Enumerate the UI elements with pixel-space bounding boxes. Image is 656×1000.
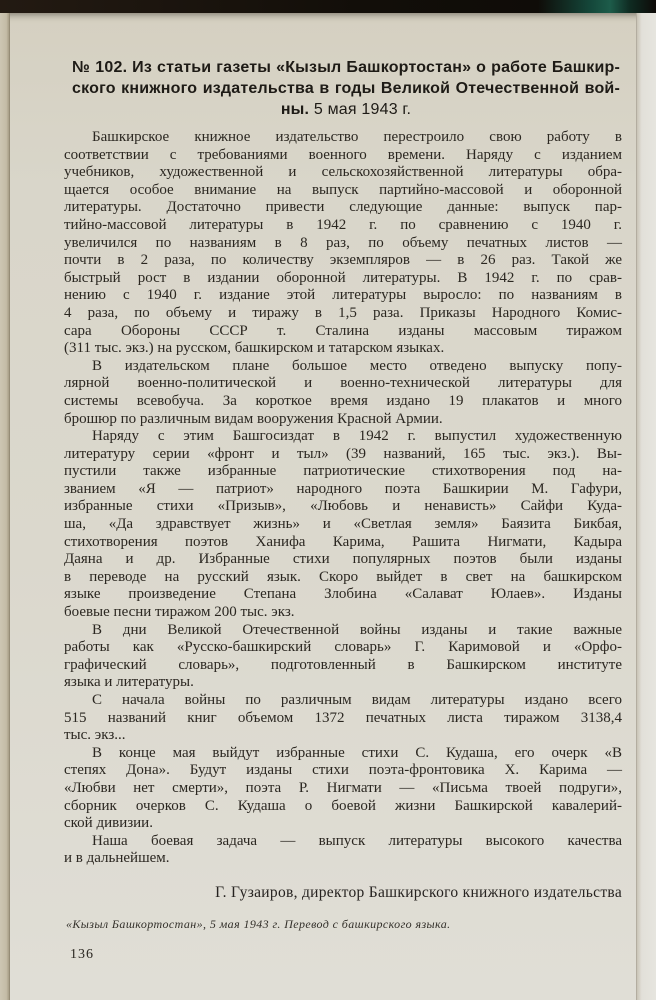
page-content	[64, 13, 622, 963]
text-line: Даяна и др. Избранные стихи популярных поэтов были изданы	[64, 551, 622, 568]
text-line: учебников, художественной и сельскохозяйственной литературы обра-	[64, 164, 622, 181]
text-line: В конце мая выйдут избранные стихи С. Кудаша, его очерк «В	[92, 744, 622, 761]
text-line: ша, «Да здравствует жизнь» и «Светлая земля» Баязита Бикбая,	[64, 516, 622, 533]
heading-tail-bold: ны.	[280, 101, 310, 118]
text-line: лярной военно-политической и военно-технической литературы для	[64, 375, 622, 392]
document-date: 5 мая 1943 г.	[313, 101, 412, 118]
page-edge-strip	[637, 13, 656, 1000]
text-line: стихотворения поэтов Ханифа Карима, Рашита Нигмати, Кадыра	[64, 533, 622, 550]
document-heading	[72, 57, 620, 120]
text-line: брошюр по различным видам вооружения Красной Армии.	[64, 410, 443, 427]
text-line: «Любви нет смерти», поэта Р. Нигмати — «Письма твоей подруги»,	[64, 779, 622, 796]
text-line: соответствии с требованиями военного времени. Наряду с изданием	[64, 146, 622, 163]
text-line: пустили также избранные патриотические стихотворения под на-	[64, 463, 622, 480]
text-line: литературу серии «фронт и тыл» (39 названий, 165 тыс. экз.). Вы-	[64, 445, 622, 462]
text-line: системы всевобуча. За короткое время издано 19 плакатов и много	[64, 392, 622, 409]
text-line: увеличился по названиям в 8 раз, по объему печатных листов —	[64, 234, 622, 251]
text-line: ской дивизии.	[64, 815, 153, 832]
text-line: сара Обороны СССР т. Сталина изданы массовым тиражом	[64, 322, 622, 339]
text-line: 4 раза, по объему и тиражу в 1,5 раза. Приказы Народного Комис-	[64, 304, 622, 321]
text-line: В дни Великой Отечественной войны изданы и такие важные	[92, 621, 622, 638]
text-line: языка и литературы.	[64, 674, 194, 691]
paragraph	[64, 129, 622, 358]
paragraph	[64, 622, 622, 692]
text-line: графический словарь», подготовленный в Башкирском институте	[64, 656, 622, 673]
text-line: щается особое внимание на выпуск партийно-массовой и оборонной	[64, 181, 622, 198]
book-spine-edge	[0, 13, 10, 1000]
text-line: избранные стихи «Призыв», «Любовь и ненависть» Сайфи Куда-	[64, 498, 622, 515]
scan-border-top	[0, 0, 656, 13]
page-crease-line	[636, 13, 637, 1000]
text-line: нению с 1940 г. издание этой литературы выросло: по названиям в	[64, 287, 622, 304]
text-line: сборник очерков С. Кудаша о боевой жизни Башкирской кавалерий-	[64, 797, 622, 814]
text-line: званием «Я — патриот» народного поэта Башкирии М. Гафури,	[64, 480, 622, 497]
text-line: и в дальнейшем.	[64, 850, 170, 867]
text-line: степях Дона». Будут изданы стихи поэта-фронтовика Х. Карима —	[64, 762, 622, 779]
text-line: почти в 2 раза, по количеству экземпляров — в 26 раз. Такой же	[64, 252, 622, 269]
text-line: языке произведение Степана Злобина «Салават Юлаев». Изданы	[64, 586, 622, 603]
text-line: С начала войны по различным видам литературы издано всего	[92, 692, 622, 708]
text-line: В издательском плане большое место отведено выпуску попу-	[92, 357, 622, 374]
page-number: 136	[70, 946, 94, 962]
heading-line: № 102. Из статьи газеты «Кызыл Башкортостан» о работе Башкир-	[72, 59, 620, 76]
text-line: в переводе на русский язык. Скоро выйдет в свет на башкирском	[64, 568, 622, 585]
text-line: тыс. экз...	[64, 727, 126, 744]
text-line: быстрый рост в издании оборонной литературы. В 1942 г. по срав-	[64, 269, 622, 286]
text-line: тийно-массовой литературы в 1942 г. по сравнению с 1940 г.	[64, 216, 622, 233]
text-line: Наряду с этим Башгосиздат в 1942 г. выпустил художественную	[92, 428, 622, 445]
heading-line: ского книжного издательства в годы Великой Отечественной вой-	[72, 80, 620, 97]
paragraph	[64, 692, 622, 745]
signature-line: Г. Гузаиров, директор Башкирского книжного издательства	[215, 883, 622, 901]
paragraph	[64, 358, 622, 428]
text-line: 515 названий книг объемом 1372 печатных листа тиражом 3138,4	[64, 709, 622, 726]
paragraph	[64, 745, 622, 833]
document-heading-date-line	[72, 99, 620, 120]
text-line: литературы. Достаточно привести следующие данные: выпуск пар-	[64, 199, 622, 216]
paragraph	[64, 833, 622, 868]
text-line: Башкирское книжное издательство перестроило свою работу в	[92, 129, 622, 145]
source-footnote: «Кызыл Башкортостан», 5 мая 1943 г. Перевод с башкирского языка.	[66, 916, 451, 931]
book-page	[0, 13, 656, 1000]
text-line: боевые песни тиражом 200 тыс. экз.	[64, 604, 295, 621]
paragraph	[64, 428, 622, 622]
document-heading-lines	[72, 57, 620, 99]
document-body	[64, 129, 622, 868]
text-line: Наша боевая задача — выпуск литературы высокого качества	[92, 832, 622, 849]
text-line: (311 тыс. экз.) на русском, башкирском и татарском языках.	[64, 340, 445, 357]
text-line: работы как «Русско-башкирский словарь» Г. Каримовой и «Орфо-	[64, 639, 622, 656]
